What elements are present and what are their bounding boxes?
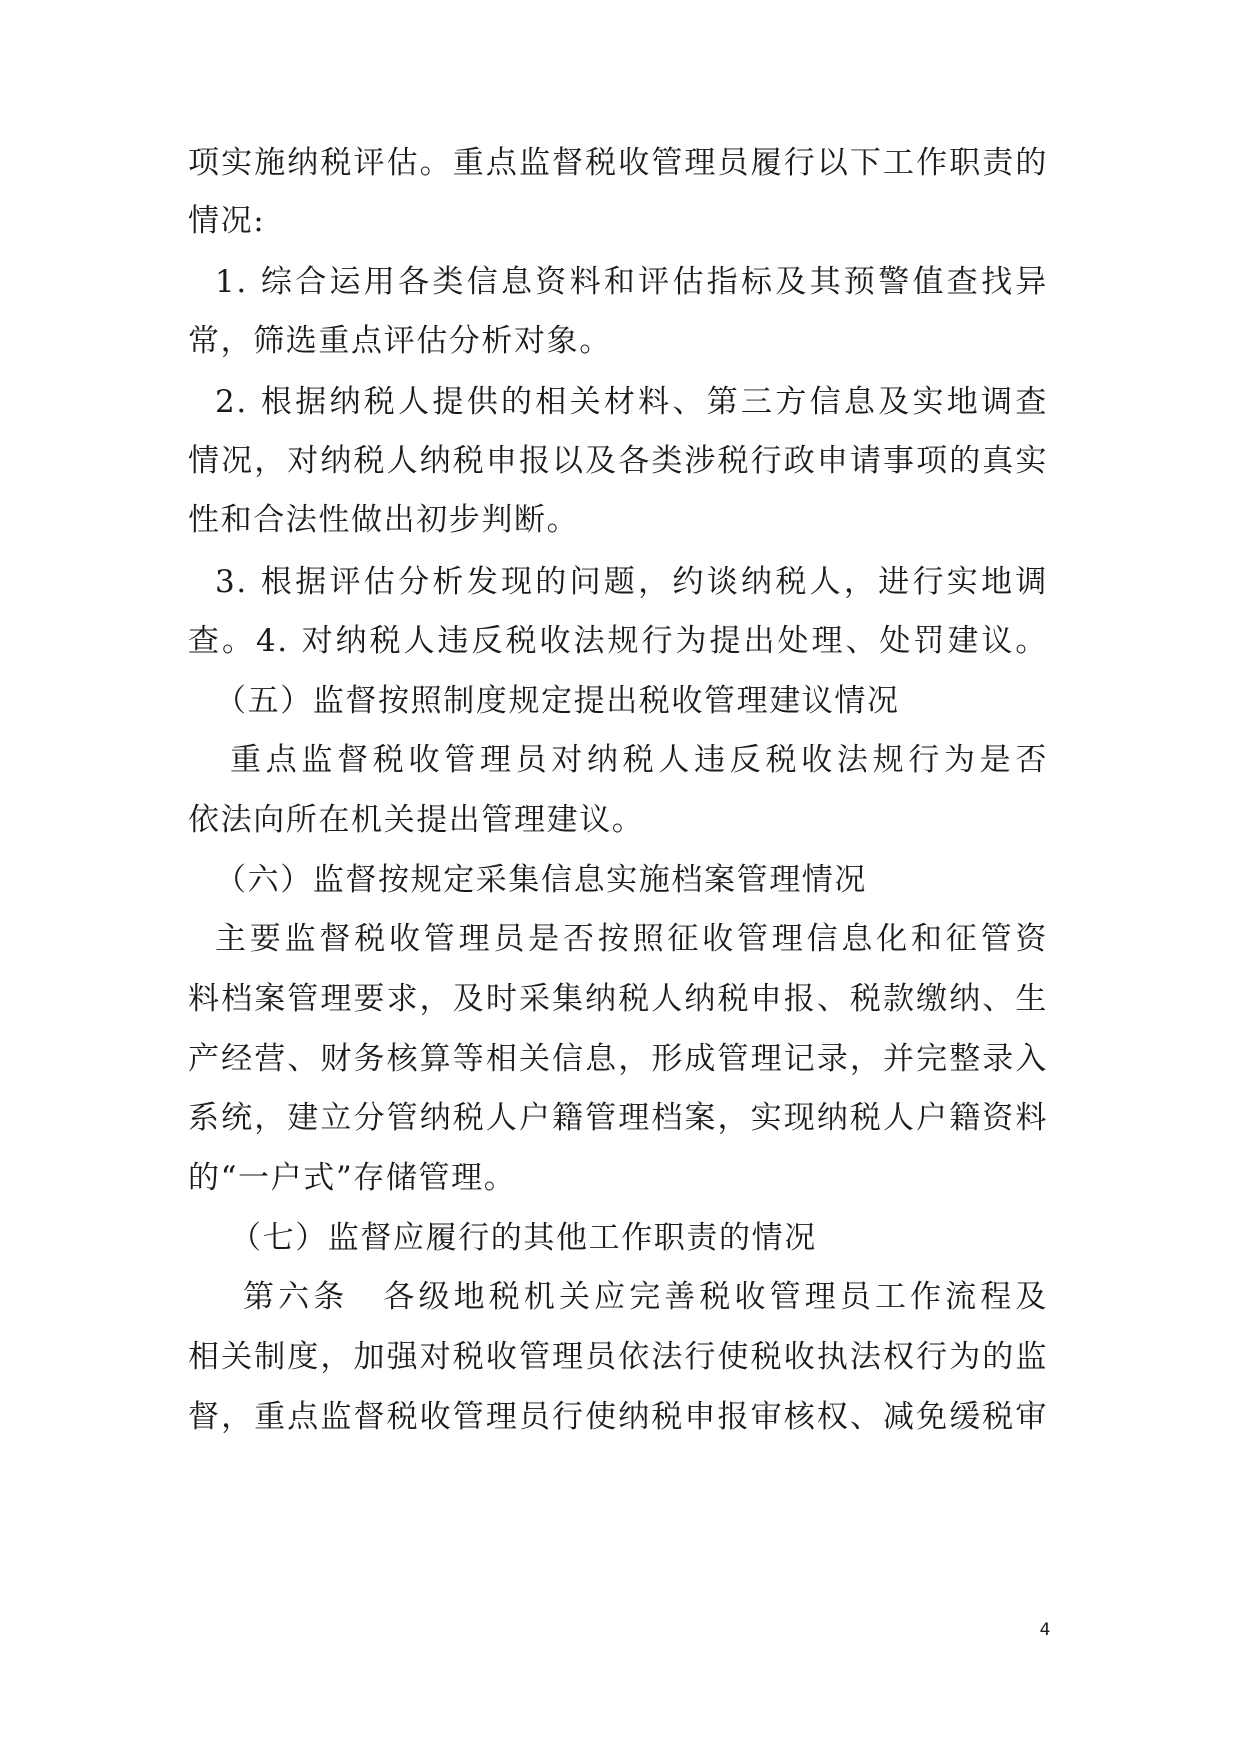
list-item-2-line: 性和合法性做出初步判断。 <box>188 502 580 538</box>
body-text-line: 情况: <box>188 203 266 239</box>
body-text-line: 的“一户式”存储管理。 <box>188 1160 517 1196</box>
body-text-line: 系统，建立分管纳税人户籍管理档案，实现纳税人户籍资料 <box>188 1100 1048 1136</box>
section-heading-five: （五）监督按照制度规定提出税收管理建议情况 <box>215 683 900 719</box>
list-item-1-line: 1. 综合运用各类信息资料和评估指标及其预警值查找异 <box>215 264 1048 300</box>
body-text-line: 重点监督税收管理员对纳税人违反税收法规行为是否 <box>230 742 1048 778</box>
body-text-line: 产经营、财务核算等相关信息，形成管理记录，并完整录入 <box>188 1041 1048 1077</box>
list-item-2-line: 情况，对纳税人纳税申报以及各类涉税行政申请事项的真实 <box>188 443 1048 479</box>
list-item-1-line: 常，筛选重点评估分析对象。 <box>188 323 612 359</box>
body-text-line: 项实施纳税评估。重点监督税收管理员履行以下工作职责的 <box>188 145 1048 181</box>
section-heading-six: （六）监督按规定采集信息实施档案管理情况 <box>215 862 867 898</box>
article-six-line: 督，重点监督税收管理员行使纳税申报审核权、减免缓税审 <box>188 1399 1048 1435</box>
list-item-2-line: 2. 根据纳税人提供的相关材料、第三方信息及实地调查 <box>215 384 1048 420</box>
page-number: 4 <box>1039 1620 1051 1640</box>
body-text-line: 料档案管理要求，及时采集纳税人纳税申报、税款缴纳、生 <box>188 981 1048 1017</box>
body-text-line: 主要监督税收管理员是否按照征收管理信息化和征管资 <box>215 921 1048 957</box>
section-heading-seven: （七）监督应履行的其他工作职责的情况 <box>230 1220 817 1256</box>
article-six-line: 第六条 各级地税机关应完善税收管理员工作流程及 <box>243 1279 1048 1315</box>
body-text-line: 依法向所在机关提出管理建议。 <box>188 802 645 838</box>
article-six-line: 相关制度，加强对税收管理员依法行使税收执法权行为的监 <box>188 1339 1048 1375</box>
list-item-3-line: 3. 根据评估分析发现的问题，约谈纳税人，进行实地调 <box>215 564 1048 600</box>
list-item-3-4-line: 查。4. 对纳税人违反税收法规行为提出处理、处罚建议。 <box>188 623 1048 659</box>
